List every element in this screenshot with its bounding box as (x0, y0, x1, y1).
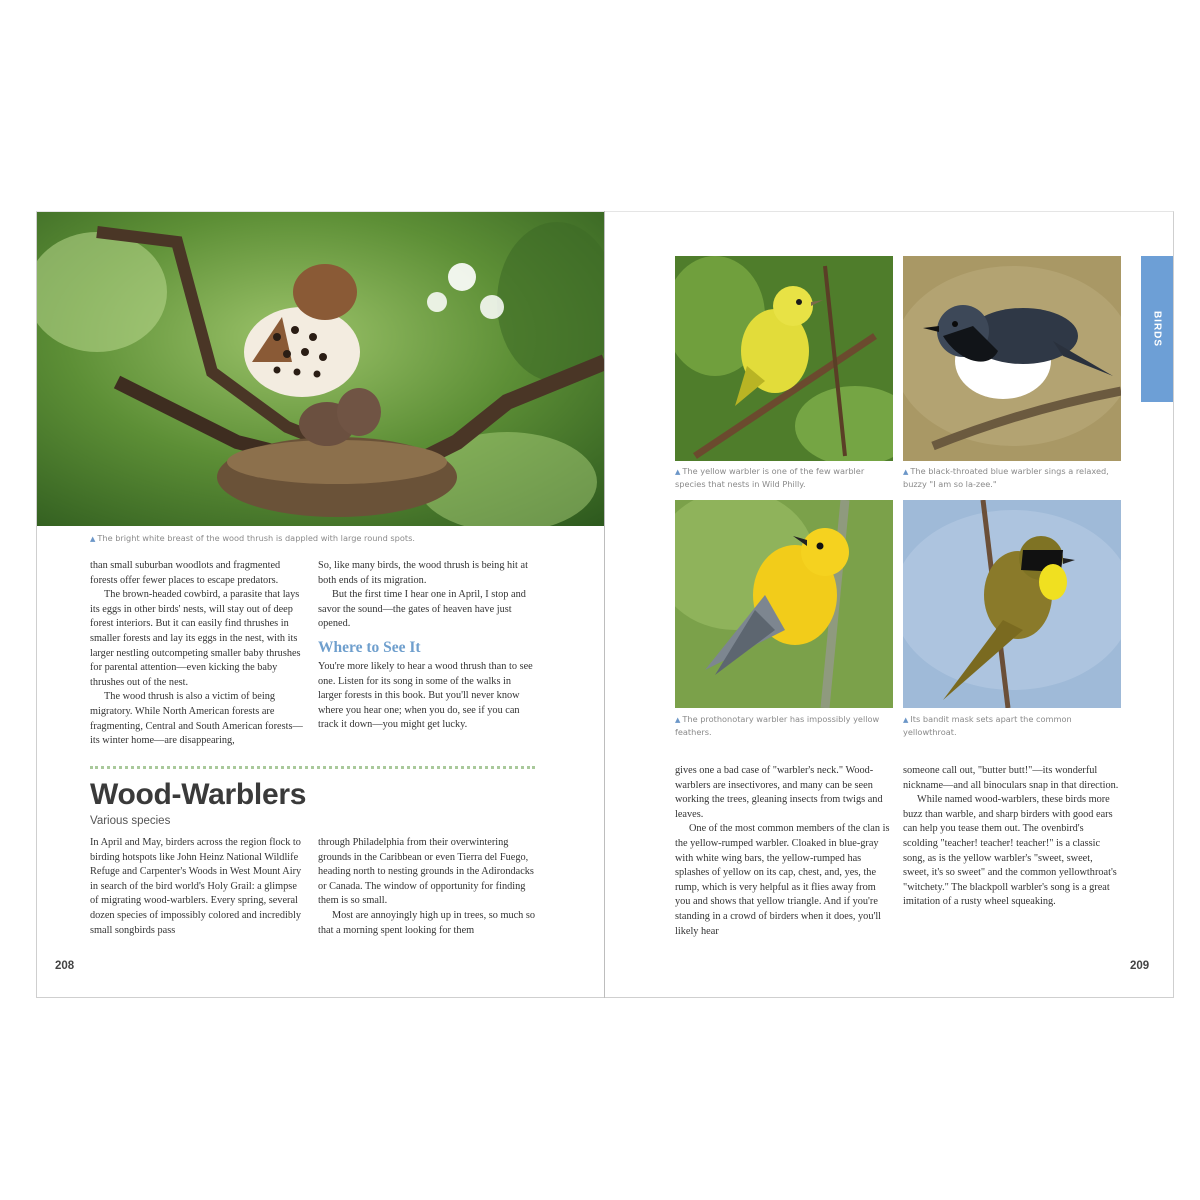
paragraph: But the first time I hear one in April, I stop and savor the sound—the gates of heaven have just opened. (318, 589, 526, 630)
dotted-divider (90, 766, 535, 769)
caption-triangle-icon: ▲ (675, 468, 681, 476)
caption-triangle-icon: ▲ (675, 716, 681, 724)
paragraph: through Philadelphia from their overwintering grounds in the Caribbean or even Tierra del Fuego, heading north to nesting grounds in the Adirondacks or Canada. The window of opportunity for finding them is so small. (318, 837, 534, 907)
paragraph: The wood thrush is also a victim of being migratory. While North American forests are fragmenting, Central and South American forests—its winter home—are disappearing, (90, 691, 303, 747)
left-column-4 (318, 836, 536, 938)
paragraph: than small suburban woodlots and fragmented forests offer fewer places to escape predators. (90, 560, 281, 586)
right-column-2 (903, 764, 1121, 910)
book-spread (36, 211, 1174, 998)
right-column-1 (675, 764, 893, 939)
paragraph: So, like many birds, the wood thrush is being hit at both ends of its migration. (318, 560, 528, 586)
paragraph: gives one a bad case of "warbler's neck." Wood-warblers are insectivores, and many can be seen working the trees, gleaning insects from twigs and leaves. (675, 765, 883, 820)
wood-thrush-photo (37, 212, 605, 526)
left-page (36, 211, 604, 998)
paragraph: Most are annoyingly high up in trees, so much so that a morning spent looking for them (318, 909, 536, 936)
section-tab (1141, 256, 1173, 402)
caption-black-throated-blue: ▲ The black-throated blue warbler sings a relaxed, buzzy "I am so la-zee." (903, 466, 1109, 489)
black-throated-blue-warbler-photo (903, 256, 1121, 461)
paragraph: You're more likely to hear a wood thrush than to see one. Listen for its song in some of the walks in larger forests in this book. But you'll never know where you hear one; when you do, see if you can track it down—you might get lucky. (318, 660, 533, 731)
left-column-2 (318, 559, 536, 733)
caption-triangle-icon: ▲ (90, 535, 96, 543)
page-number: 209 (1130, 960, 1150, 972)
section-subtitle: Various species (90, 815, 171, 827)
caption-triangle-icon: ▲ (903, 716, 909, 724)
prothonotary-warbler-photo (675, 500, 893, 708)
caption-prothonotary: ▲ The prothonotary warbler has impossibly yellow feathers. (675, 714, 880, 737)
photo-caption: ▲ The bright white breast of the wood thrush is dappled with large round spots. (90, 533, 415, 543)
caption-triangle-icon: ▲ (903, 468, 909, 476)
yellow-warbler-photo (675, 256, 893, 461)
paragraph: The brown-headed cowbird, a parasite that lays its eggs in other birds' nests, will stay out of deep forest interiors. But it can easily find thrushes in smaller forests and lay its eggs in the nest, with its larger nestling outcompeting smaller baby thrushes for parental attention—even kicking the baby thrushes out of the nest. (90, 589, 301, 688)
right-page (605, 211, 1174, 998)
common-yellowthroat-photo (903, 500, 1121, 708)
left-column-3 (90, 836, 308, 938)
tab-label: BIRDS (1151, 310, 1163, 348)
page-number: 208 (55, 960, 75, 972)
caption-common-yellowthroat: ▲ Its bandit mask sets apart the common yellowthroat. (903, 714, 1072, 737)
paragraph: In April and May, birders across the region flock to birding hotspots like John Heinz National Wildlife Refuge and Carpenter's Woods in West Mount Airy in search of the bird world's Holy Grail: a glimpse of migrating wood-warblers. Every spring, several dozen species of impossibly colored and incredibly small songbirds pass (90, 837, 302, 936)
paragraph: While named wood-warblers, these birds more buzz than warble, and sharp birders with good ears can help you tease them out. The ovenbird's scolding "teacher! teacher! teacher!" is a classic song, as is the yellow warbler's "sweet, sweet, sweet, it's so sweet" and the common yellowthroat's "witchety." The blackpoll warbler's song is a great imitation of a rusty wheel squeaking. (903, 794, 1117, 908)
paragraph: One of the most common members of the clan is the yellow-rumped warbler. Cloaked in blue-gray with white wing bars, the yellow-rumped has splashes of yellow on its cap, chest, and, yes, the rump, which is very helpful as it flies away from you and shows that yellow triangle. And if you're standing in a crowd of birders when it does, you'll likely hear (675, 823, 890, 937)
paragraph: someone call out, "butter butt!"—its wonderful nickname—and all binoculars snap in that direction. (903, 765, 1119, 791)
caption-yellow-warbler: ▲ The yellow warbler is one of the few warbler species that nests in Wild Philly. (675, 466, 865, 489)
subhead-where-to-see-it: Where to See It (318, 638, 421, 656)
section-title: Wood-Warblers (90, 778, 307, 811)
left-column-1 (90, 559, 308, 749)
